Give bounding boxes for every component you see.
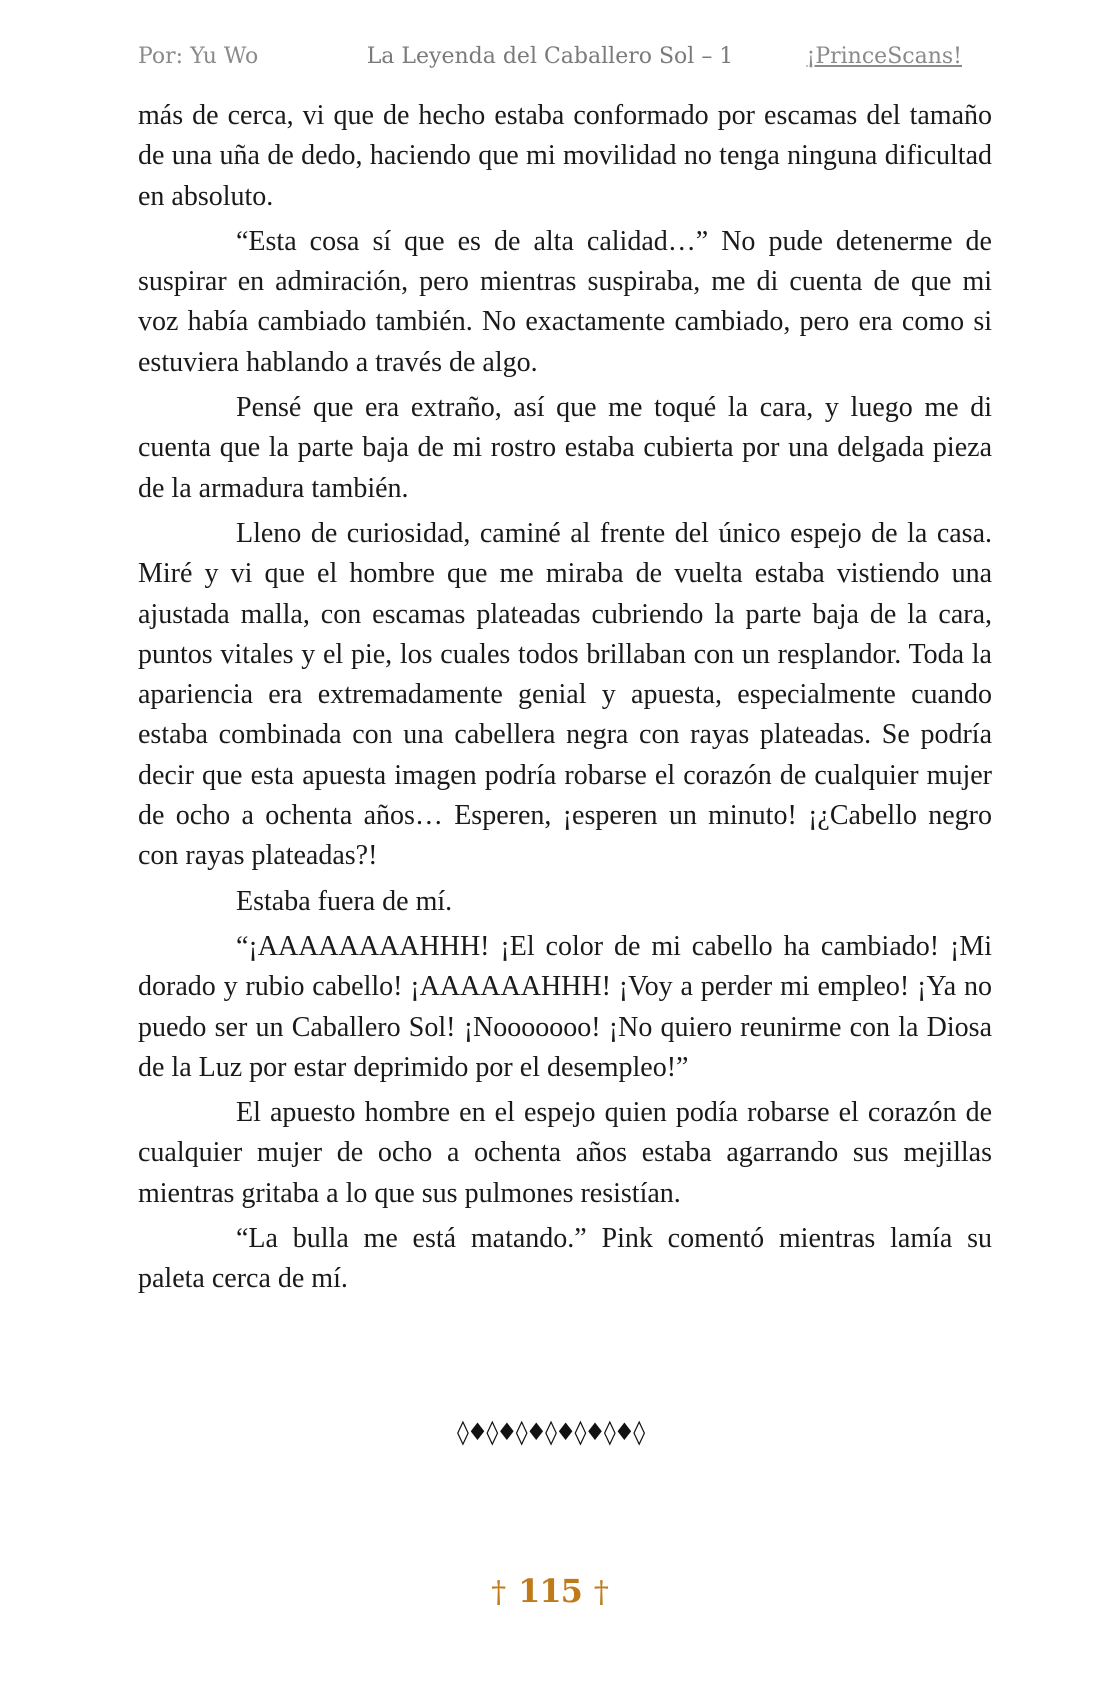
paragraph-6: “¡AAAAAAAAHHH! ¡El color de mi cabello ha cambiado! ¡Mi dorado y rubio cabello! ¡AAAAAAHHH! ¡Voy a perder mi empleo! ¡Ya no puedo ser un Caballero Sol! ¡Nooooooo! ¡No quiero reunirme con la Diosa de la Luz por estar deprimido por el desempleo!”	[138, 930, 992, 1083]
header-author: Por: Yu Wo	[138, 44, 259, 69]
page-header	[138, 38, 962, 78]
header-group-link[interactable]: ¡PrinceScans!	[806, 44, 962, 69]
paragraph-4: Lleno de curiosidad, caminé al frente del único espejo de la casa. Miré y vi que el hombre que me miraba de vuelta estaba vistiendo una ajustada malla, con escamas plateadas cubriendo la parte baja de la cara, puntos vitales y el pie, los cuales todos brillaban con un resplandor. Toda la apariencia era extremadamente genial y apuesta, especialmente cuando estaba combinada con una cabellera negra con rayas plateadas. Se podría decir que esta apuesta imagen podría robarse el corazón de cualquier mujer de ocho a ochenta años… Esperen, ¡esperen un minuto! ¡¿Cabello negro con rayas plateadas?!	[138, 517, 992, 872]
paragraph-5: Estaba fuera de mí.	[236, 885, 453, 917]
dagger-icon-right: †	[593, 1575, 609, 1610]
page-number: 115	[518, 1572, 582, 1610]
dagger-icon-left: †	[491, 1575, 507, 1610]
paragraph-2: “Esta cosa sí que es de alta calidad…” No pude detenerme de suspirar en admiración, pero mientras suspiraba, me di cuenta de que mi voz había cambiado también. No exactamente cambiado, pero era como si estuviera hablando a través de algo.	[138, 225, 992, 378]
page-footer	[0, 1572, 1100, 1610]
page-body	[138, 96, 992, 1305]
paragraph-7: El apuesto hombre en el espejo quien podía robarse el corazón de cualquier mujer de ocho a ochenta años estaba agarrando sus mejillas mientras gritaba a lo que sus pulmones resistían.	[138, 1097, 992, 1209]
paragraph-8: “La bulla me está matando.” Pink comentó mientras lamía su paleta cerca de mí.	[138, 1223, 992, 1295]
paragraph-3: Pensé que era extraño, así que me toqué la cara, y luego me di cuenta que la parte baja de mi rostro estaba cubierta por una delgada pieza de la armadura también.	[138, 392, 992, 504]
paragraph-1: más de cerca, vi que de hecho estaba conformado por escamas del tamaño de una uña de dedo, haciendo que mi movilidad no tenga ninguna dificultad en absoluto.	[138, 100, 992, 212]
section-divider: ◊♦◊♦◊♦◊♦◊♦◊♦◊	[456, 1418, 644, 1446]
header-book-title: La Leyenda del Caballero Sol – 1	[366, 44, 734, 69]
